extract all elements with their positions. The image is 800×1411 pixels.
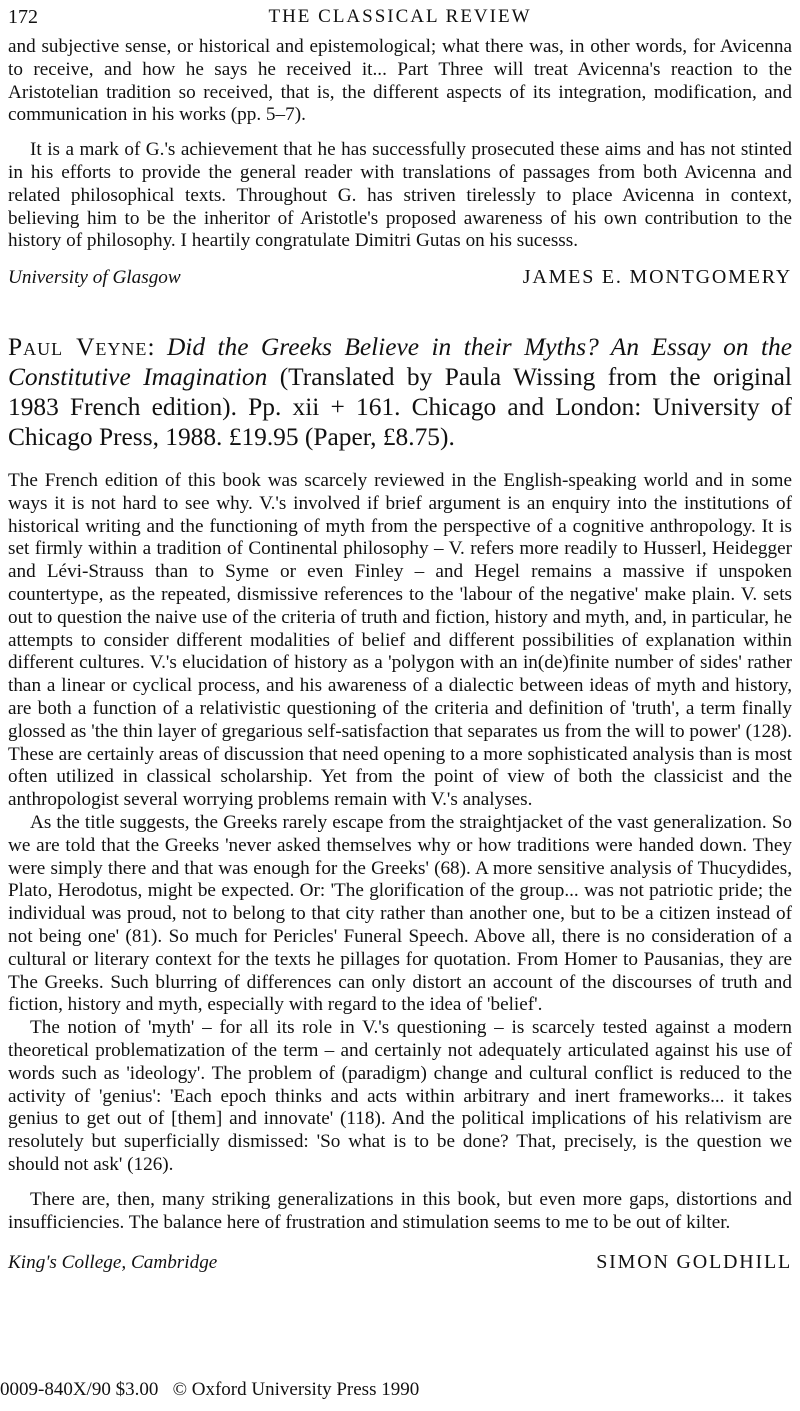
review2-signature — [8, 1250, 792, 1275]
review1-signature — [8, 265, 792, 290]
book-author: Paul Veyne — [8, 333, 148, 361]
review2-paragraph-3: The notion of 'myth' – for all its role in V.'s questioning – is scarcely tested against a modern theoretical problematization of the term – and certainly not adequately articulated against his use of words such as 'ideology'. The problem of (paradigm) change and cultural conflict is reduced to the activity of 'genius': 'Each epoch thinks and acts within arbitrary and inert frameworks... it takes genius to get out of [them] and innovate' (118). And the political implications of his relativism are resolutely but superficially dismissed: 'So what is to be done? That, precisely, is the question we should not ask' (126). — [8, 1017, 792, 1175]
book-heading — [8, 332, 792, 452]
review-goldhill — [8, 332, 792, 1275]
page-number: 172 — [8, 6, 38, 28]
review1-reviewer-name: JAMES E. MONTGOMERY — [522, 266, 792, 289]
book-title: Did the Greeks Believe in their Myths? An Essay on the Constitutive Imagination — [8, 333, 792, 391]
review1-affiliation: University of Glasgow — [8, 267, 181, 289]
review1-paragraph-1: and subjective sense, or historical and epistemological; what there was, in other words, for Avicenna to receive, and how he says he received it... Part Three will treat Avicenna's reaction to the Aristotelian tradition so received, that is, the different aspects of its integration, modification, and communication in his works (pp. 5–7). — [8, 36, 792, 126]
running-header — [8, 4, 792, 30]
review2-affiliation: King's College, Cambridge — [8, 1252, 218, 1274]
book-publication-details: (Translated by Paula Wissing from the original 1983 French edition). Pp. xii + 161. Chicago and London: University of Chicago Press, 1988. £19.95 (Paper, £8.75). — [8, 363, 792, 451]
review2-reviewer-name: SIMON GOLDHILL — [596, 1251, 792, 1274]
review2-paragraph-1: The French edition of this book was scarcely reviewed in the English-speaking world and in some ways it is not hard to see why. V.'s involved if brief argument is an enquiry into the institutions of historical writing and the functioning of myth from the perspective of a cognitive anthropology. It is set firmly within a tradition of Continental philosophy – V. refers more readily to Husserl, Heidegger and Lévi-Strauss than to Syme or even Finley – and Hegel remains a massive if unspoken countertype, as the repeated, dismissive references to the 'labour of the negative' make plain. V. sets out to question the naive use of the criteria of truth and fiction, history and myth, and, in particular, he attempts to consider different modalities of belief and different possibilities of explanation within different cultures. V.'s elucidation of history as a 'polygon with an in(de)finite number of sides' rather than a linear or cyclical process, and his awareness of a dialectic between ideas of myth and history, are both a function of a relativistic questioning of the criteria and definition of 'truth', a term finally glossed as 'the thin layer of gregarious self-satisfaction that separates us from the will to power' (128). These are certainly areas of discussion that need opening to a more sophisticated analysis than is most often utilized in classical scholarship. Yet from the point of view of both the classicist and the anthropologist several worrying problems remain with V.'s analyses. — [8, 470, 792, 811]
book-heading-separator: : — [147, 333, 167, 361]
review1-paragraph-2: It is a mark of G.'s achievement that he has successfully prosecuted these aims and has not stinted in his efforts to provide the general reader with translations of passages from both Avicenna and related philosophical texts. Throughout G. has striven tirelessly to place Avicenna in context, believing him to be the inheritor of Aristotle's proposed awareness of his own contribution to the history of philosophy. I heartily congratulate Dimitri Gutas on his sucesss. — [8, 139, 792, 252]
review2-paragraph-4: There are, then, many striking generalizations in this book, but even more gaps, distortions and insufficiencies. The balance here of frustration and stimulation seems to me to be out of kilter. — [8, 1188, 792, 1233]
journal-title: THE CLASSICAL REVIEW — [268, 6, 532, 27]
review2-paragraph-2: As the title suggests, the Greeks rarely escape from the straightjacket of the vast generalization. So we are told that the Greeks 'never asked themselves why or how traditions were handed down. They were simply there and that was enough for the Greeks' (68). A more sensitive analysis of Thucydides, Plato, Herodotus, might be expected. Or: 'The glorification of the group... was not patriotic pride; the individual was proud, not to belong to that city rather than another one, but to be a citizen instead of not being one' (81). So much for Pericles' Funeral Speech. Above all, there is no consideration of a cultural or literary context for the texts he pillages for quotation. From Homer to Pausanias, they are The Greeks. Such blurring of differences can only distort an account of the discourses of truth and fiction, history and myth, especially with regard to the idea of 'belief'. — [8, 811, 792, 1016]
copyright-footer: 0009-840X/90 $3.00 © Oxford University Press 1990 — [0, 1379, 420, 1400]
review-montgomery — [8, 36, 792, 290]
